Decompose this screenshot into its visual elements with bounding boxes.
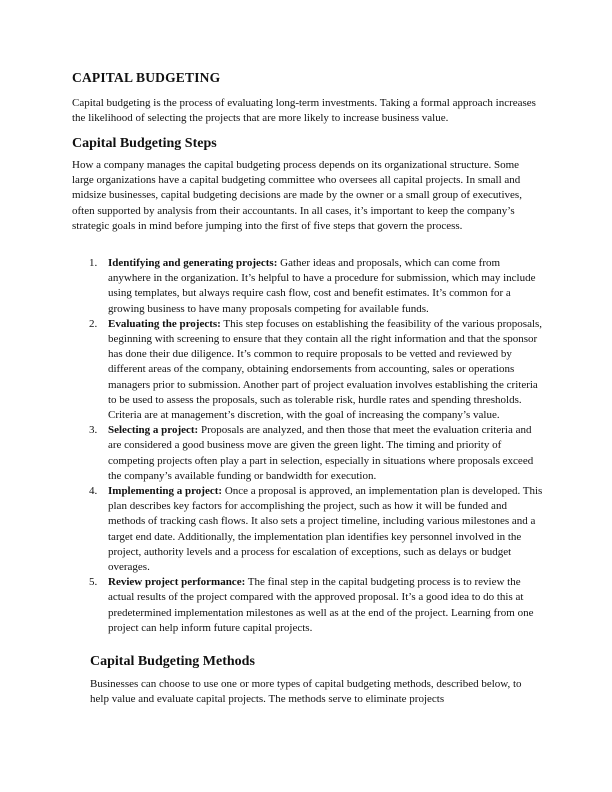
steps-list — [89, 256, 544, 636]
step-text: Gather ideas and proposals, which can come from anywhere in the organization. It’s helpful to have a procedure for submission, which may include using templates, but always require cash flow, cost and benefit estimates. It’s common for a growing business to have many proposals competing for available funds. — [108, 257, 536, 315]
step-item — [89, 484, 544, 575]
step-text: Once a proposal is approved, an implementation plan is developed. This plan describes key factors for accomplishing the project, such as how it will be funded and methods of tracking cash flows. It also sets a project timeline, including various milestones and a target end date. Additionally, the implementation plan identifies key personnel involved in the project, authority levels and a process for escalation of exceptions, such as delays or budget overages. — [108, 485, 543, 574]
step-label: Evaluating the projects: — [108, 317, 221, 330]
intro-paragraph: Capital budgeting is the process of evaluating long-term investments. Taking a formal approach increases the likelihood of selecting the projects that are more likely to increase business value. — [72, 97, 536, 125]
step-label: Review project performance: — [108, 576, 246, 589]
step-text: This step focuses on establishing the feasibility of the various proposals, beginning with screening to ensure that they contain all the right information and that the sponsor has done their due diligence. It’s common to require proposals to be vetted and reviewed by different areas of the company, obtaining endorsements from accounting, sales or operations managers prior to submission. Another part of project evaluation involves establishing the criteria to be used to assess the proposals, such as tolerable risk, hurdle rates and spending thresholds. Criteria are at management’s discretion, with the goal of increasing the company’s value. — [108, 317, 543, 422]
methods-heading: Capital Budgeting Methods — [90, 654, 255, 669]
step-number: 5. — [89, 576, 98, 589]
step-label: Selecting a project: — [108, 424, 199, 437]
step-label: Implementing a project: — [108, 485, 223, 498]
step-number: 3. — [89, 424, 98, 437]
step-item — [89, 317, 544, 423]
steps-intro-paragraph: How a company manages the capital budgeting process depends on its organizational structure. Some large organizations have a capital budgeting committee who oversees all capital projects. In small and midsize businesses, capital budgeting decisions are made by the owner or a small group of executives, often supported by analysis from their accountants. In all cases, it’s important to keep the company’s strategic goals in mind before jumping into the first of five steps that govern the process. — [72, 159, 522, 232]
step-item — [89, 256, 544, 317]
methods-intro-paragraph: Businesses can choose to use one or more types of capital budgeting methods, described below, to help value and evaluate capital projects. The methods serve to eliminate projects — [90, 678, 522, 706]
step-text: The final step in the capital budgeting process is to review the actual results of the project compared with the approved proposal. It’s a good idea to do this at predetermined implementation milestones as well as at the end of the project. Learning from one project can help inform future capital projects. — [108, 576, 534, 634]
step-number: 1. — [89, 257, 98, 269]
step-label: Identifying and generating projects: — [108, 257, 278, 269]
step-text: Proposals are analyzed, and then those that meet the evaluation criteria and are considered a good business move are given the green light. The timing and priority of competing projects often play a part in selection, especially in situations where proposals exceed the company’s available funding or bandwidth for execution. — [108, 424, 534, 482]
step-number: 4. — [89, 485, 98, 498]
document-title: CAPITAL BUDGETING — [72, 70, 221, 85]
step-item — [89, 575, 544, 636]
steps-heading: Capital Budgeting Steps — [72, 136, 217, 151]
step-number: 2. — [89, 317, 98, 330]
step-item — [89, 423, 544, 484]
